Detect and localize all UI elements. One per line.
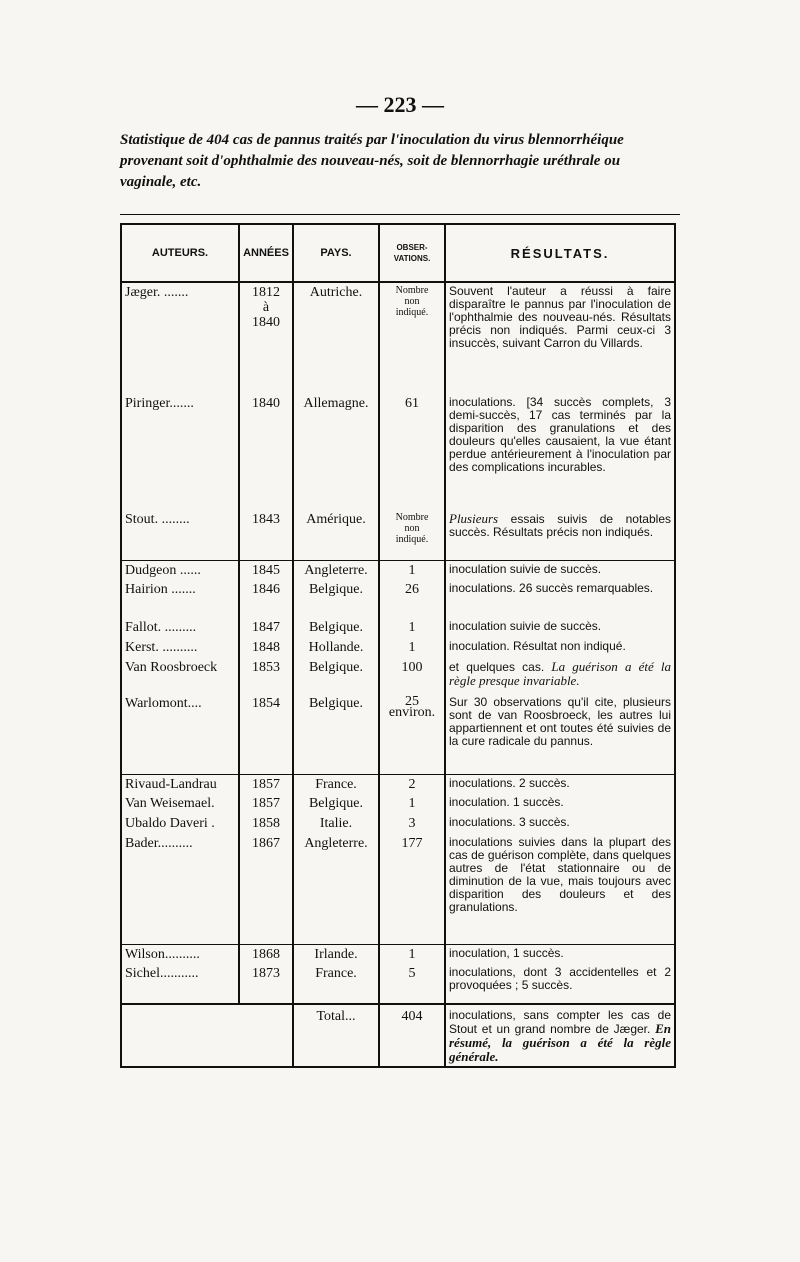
row-country: Amérique. — [293, 510, 379, 560]
header-year: ANNÉES — [239, 224, 293, 282]
row-year: 1848 — [239, 638, 293, 658]
row-observations: 177 — [379, 834, 445, 944]
row-observations: 1 — [379, 618, 445, 638]
row-year: 1853 — [239, 658, 293, 694]
row-country: Autriche. — [293, 282, 379, 394]
row-author: Rivaud-Landrau — [121, 774, 239, 794]
row-author: Van Roosbroeck — [121, 658, 239, 694]
top-rule — [120, 214, 680, 215]
row-country: Belgique. — [293, 618, 379, 638]
row-country: Angleterre. — [293, 834, 379, 944]
row-results — [445, 658, 675, 694]
table-row — [121, 394, 675, 510]
row-country: Allemagne. — [293, 394, 379, 510]
row-year: 1812 à 1840 — [239, 282, 293, 394]
table-row — [121, 638, 675, 658]
row-results — [445, 580, 675, 618]
table-row — [121, 658, 675, 694]
row-results — [445, 560, 675, 580]
table-row — [121, 510, 675, 560]
table-row — [121, 814, 675, 834]
row-results — [445, 694, 675, 774]
header-country: PAYS. — [293, 224, 379, 282]
row-author: Fallot. ......... — [121, 618, 239, 638]
row-author: Bader.......... — [121, 834, 239, 944]
row-observations: 2 — [379, 774, 445, 794]
row-results — [445, 944, 675, 964]
row-author: Sichel........... — [121, 964, 239, 1004]
results-italic-text: La guérison a été la règle presque invariable. — [449, 659, 671, 688]
table-row — [121, 794, 675, 814]
row-author: Ubaldo Daveri . — [121, 814, 239, 834]
table-row — [121, 282, 675, 394]
row-observations: 25 environ. — [379, 694, 445, 774]
row-results — [445, 638, 675, 658]
row-country: Belgique. — [293, 580, 379, 618]
row-year: 1840 — [239, 394, 293, 510]
row-results — [445, 794, 675, 814]
row-author: Kerst. .......... — [121, 638, 239, 658]
row-country: Hollande. — [293, 638, 379, 658]
row-results — [445, 774, 675, 794]
results-text: essais suivis de notables succès. Résultats précis non indiqués. — [449, 512, 671, 539]
row-year: 1858 — [239, 814, 293, 834]
results-text: inoculations suivies dans la plupart des cas de guérison complète, dans quelques autres de l'état stationnaire ou de diminution de la vue, mais toujours avec disparition des douleurs et des granulations. — [449, 835, 671, 914]
header-author: AUTEURS. — [121, 224, 239, 282]
table-row — [121, 834, 675, 944]
table-row — [121, 964, 675, 1004]
row-results — [445, 814, 675, 834]
results-text: inoculations. 2 succès. — [449, 775, 570, 790]
row-results — [445, 964, 675, 1004]
row-results — [445, 394, 675, 510]
row-observations: 26 — [379, 580, 445, 618]
row-results — [445, 510, 675, 560]
row-observations: Nombre non indiqué. — [379, 282, 445, 394]
row-country: Irlande. — [293, 944, 379, 964]
row-observations: 3 — [379, 814, 445, 834]
row-author: Wilson.......... — [121, 944, 239, 964]
total-label: Total... — [293, 1004, 379, 1067]
row-observations: 100 — [379, 658, 445, 694]
row-author: Piringer....... — [121, 394, 239, 510]
results-text: inoculations. [34 succès complets, 3 demi-succès, 17 cas terminés par la disparition des granulations et des douleurs qu'elles causaient, la vue étant perdue antérieurement à l'inoculation par des complications incurables. — [449, 395, 671, 474]
header-results: RÉSULTATS. — [445, 224, 675, 282]
header-observations: OBSER-VATIONS. — [379, 224, 445, 282]
row-country: Belgique. — [293, 658, 379, 694]
results-text: inoculation suivie de succès. — [449, 561, 602, 576]
row-observations: 1 — [379, 638, 445, 658]
total-row — [121, 1004, 675, 1067]
row-year: 1846 — [239, 580, 293, 618]
table-row — [121, 774, 675, 794]
row-country: Angleterre. — [293, 560, 379, 580]
results-text: Sur 30 observations qu'il cite, plusieurs sont de van Roosbroeck, les autres lui appartiennent et ont toutes été suivies de la cure radicale du pannus. — [449, 695, 671, 748]
results-text: et quelques cas. — [449, 660, 552, 674]
row-year: 1854 — [239, 694, 293, 774]
row-results — [445, 282, 675, 394]
total-value: 404 — [379, 1004, 445, 1067]
table-row — [121, 580, 675, 618]
results-text: inoculations, dont 3 accidentelles et 2 provoquées ; 5 succès. — [449, 965, 671, 992]
table-row — [121, 618, 675, 638]
table-row — [121, 944, 675, 964]
row-year: 1857 — [239, 794, 293, 814]
table-row — [121, 694, 675, 774]
row-country: France. — [293, 774, 379, 794]
row-observations: Nombre non indiqué. — [379, 510, 445, 560]
row-country: Belgique. — [293, 694, 379, 774]
row-country: Belgique. — [293, 794, 379, 814]
total-blank — [121, 1004, 293, 1067]
row-observations: 1 — [379, 560, 445, 580]
row-country: Italie. — [293, 814, 379, 834]
row-author: Jæger. ....... — [121, 282, 239, 394]
table-caption: Statistique de 404 cas de pannus traités par l'inoculation du virus blennorrhéique provenant soit d'ophthalmie des nouveau-nés, soit de blennorrhagie uréthrale ou vaginale, etc. — [120, 132, 624, 190]
results-text: inoculation suivie de succès. — [449, 619, 602, 633]
row-observations: 1 — [379, 944, 445, 964]
header-row — [121, 224, 675, 282]
results-text: inoculation, 1 succès. — [449, 945, 564, 960]
results-text: Souvent l'auteur a réussi à faire disparaître le pannus par l'inoculation de l'ophthalmie des nouveau-nés. Résultats précis non indiqués. Parmi ceux-ci 3 insuccès, suivant Carron du Villards. — [449, 284, 671, 350]
row-author: Warlomont.... — [121, 694, 239, 774]
row-observations: 5 — [379, 964, 445, 1004]
statistics-table — [120, 223, 676, 1068]
row-country: France. — [293, 964, 379, 1004]
results-text: inoculations. 3 succès. — [449, 815, 570, 829]
row-observations: 1 — [379, 794, 445, 814]
row-year: 1845 — [239, 560, 293, 580]
row-year: 1857 — [239, 774, 293, 794]
row-year: 1843 — [239, 510, 293, 560]
results-text: inoculation. Résultat non indiqué. — [449, 639, 626, 653]
row-year: 1867 — [239, 834, 293, 944]
page-number: — 223 — — [356, 92, 444, 117]
row-author: Hairion ....... — [121, 580, 239, 618]
row-results — [445, 834, 675, 944]
results-text: inoculations. 26 succès remarquables. — [449, 581, 654, 595]
row-year: 1868 — [239, 944, 293, 964]
row-year: 1847 — [239, 618, 293, 638]
row-year: 1873 — [239, 964, 293, 1004]
results-text: inoculation. 1 succès. — [449, 795, 564, 809]
statistics-table-container — [120, 214, 680, 1068]
results-italic-text: En résumé, la guérison a été la règle générale. — [449, 1021, 671, 1064]
row-author: Dudgeon ...... — [121, 560, 239, 580]
table-body — [121, 282, 675, 1067]
results-italic-text: Plusieurs — [449, 511, 499, 526]
row-observations: 61 — [379, 394, 445, 510]
total-results — [445, 1004, 675, 1067]
row-author: Van Weisemael. — [121, 794, 239, 814]
results-text: inoculations, sans compter les cas de Stout et un grand nombre de Jæger. — [449, 1008, 671, 1036]
table-row — [121, 560, 675, 580]
row-author: Stout. ........ — [121, 510, 239, 560]
row-results — [445, 618, 675, 638]
